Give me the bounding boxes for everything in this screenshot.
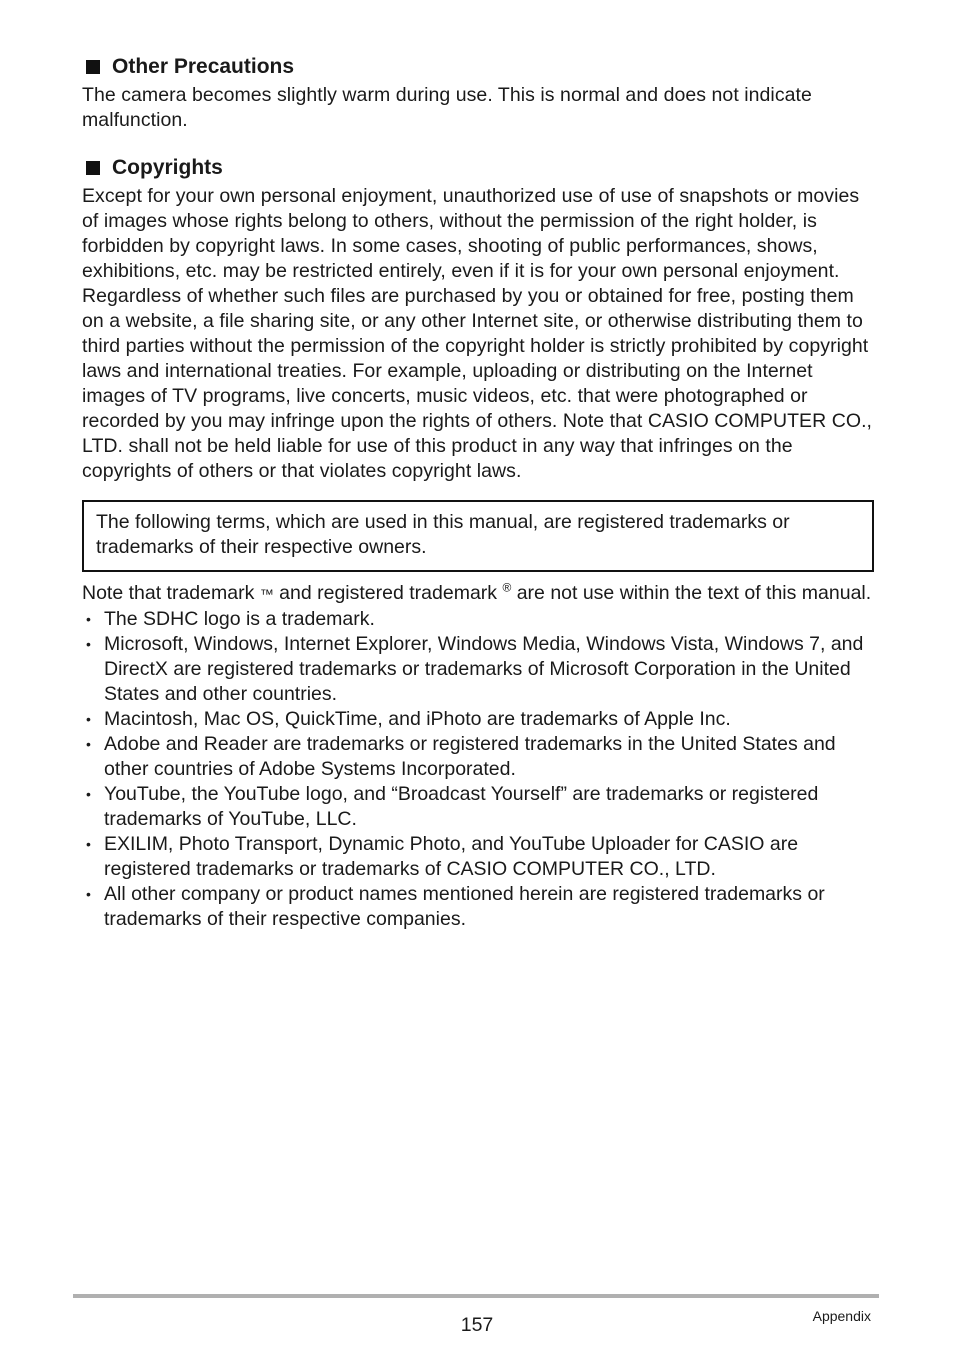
bullet-icon: • bbox=[86, 636, 91, 652]
bullet-icon: • bbox=[86, 886, 91, 902]
heading-other-precautions bbox=[82, 54, 874, 79]
trademark-list bbox=[82, 607, 874, 932]
note-part-2: and registered trademark bbox=[273, 582, 503, 604]
list-item bbox=[82, 832, 874, 882]
heading-text: Other Precautions bbox=[112, 55, 295, 78]
list-item bbox=[82, 732, 874, 782]
heading-copyrights bbox=[82, 155, 874, 180]
bullet-icon: • bbox=[86, 711, 91, 727]
trademark-notice-text: The following terms, which are used in this manual, are registered trademarks or trademarks of their respective owners. bbox=[96, 511, 790, 558]
note-part-1: Note that trademark bbox=[82, 582, 260, 604]
list-item-text: Microsoft, Windows, Internet Explorer, Windows Media, Windows Vista, Windows 7, and DirectX are registered trademarks or trademarks of Microsoft Corporation in the United States and other countries. bbox=[104, 633, 864, 705]
list-item-text: All other company or product names mentioned herein are registered trademarks or trademarks of their respective companies. bbox=[104, 883, 825, 930]
footer-divider bbox=[73, 1294, 879, 1298]
list-item bbox=[82, 632, 874, 707]
trademark-note bbox=[82, 581, 874, 607]
list-item-text: EXILIM, Photo Transport, Dynamic Photo, and YouTube Uploader for CASIO are registered trademarks or trademarks of CASIO COMPUTER CO., LTD. bbox=[104, 833, 799, 880]
heading-text: Copyrights bbox=[112, 156, 223, 179]
registered-symbol: ® bbox=[502, 580, 512, 595]
list-item bbox=[82, 707, 874, 732]
bullet-icon: • bbox=[86, 836, 91, 852]
list-item bbox=[82, 607, 874, 632]
list-item-text: Adobe and Reader are trademarks or registered trademarks in the United States and other countries of Adobe Systems Incorporated. bbox=[104, 733, 836, 780]
page-number: 157 bbox=[460, 1314, 494, 1336]
bullet-icon: • bbox=[86, 786, 91, 802]
list-item-text: Macintosh, Mac OS, QuickTime, and iPhoto are trademarks of Apple Inc. bbox=[104, 708, 731, 730]
trademark-symbol: ™ bbox=[259, 586, 274, 602]
copyrights-section bbox=[82, 155, 874, 484]
bullet-icon: • bbox=[86, 736, 91, 752]
other-precautions-text: The camera becomes slightly warm during use. This is normal and does not indicate malfunction. bbox=[82, 84, 812, 131]
page-content bbox=[82, 54, 874, 932]
copyrights-text: Except for your own personal enjoyment, unauthorized use of use of snapshots or movies of images whose rights belong to others, without the permission of the right holder, is forbidden by copyright laws. In some cases, shooting of public performances, shows, exhibitions, etc. may be restricted entirely, even if it is for your own personal enjoyment. Regardless of whether such files are purchased by you or obtained for free, posting them on a website, a file sharing site, or any other Internet site, or otherwise distributing them to third parties without the permission of the copyright holder is strictly prohibited by copyright laws and international treaties. For example, uploading or distributing on the Internet images of TV programs, live concerts, music videos, etc. that were photographed or recorded by you may infringe upon the rights of others. Note that CASIO COMPUTER CO., LTD. shall not be held liable for use of this product in any way that infringes on the copyrights of others or that violates copyright laws. bbox=[82, 185, 872, 482]
square-bullet-icon bbox=[86, 161, 100, 175]
trademark-notice-box bbox=[82, 500, 874, 572]
square-bullet-icon bbox=[86, 60, 100, 74]
list-item bbox=[82, 882, 874, 932]
list-item bbox=[82, 782, 874, 832]
list-item-text: YouTube, the YouTube logo, and “Broadcast Yourself” are trademarks or registered trademarks of YouTube, LLC. bbox=[104, 783, 819, 830]
list-item-text: The SDHC logo is a trademark. bbox=[104, 608, 375, 630]
note-part-3: are not use within the text of this manual. bbox=[511, 582, 872, 604]
bullet-icon: • bbox=[86, 611, 91, 627]
footer-section-label: Appendix bbox=[812, 1308, 871, 1324]
